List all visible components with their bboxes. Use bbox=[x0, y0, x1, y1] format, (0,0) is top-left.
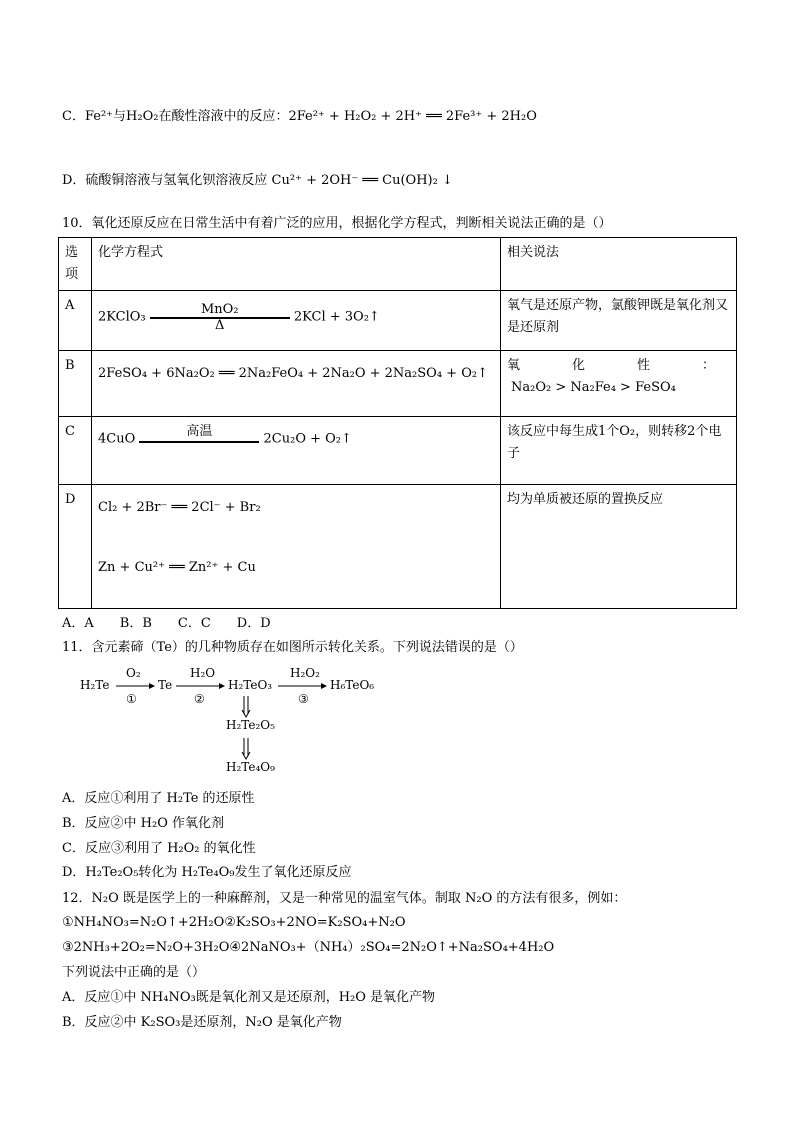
arrow-4-head bbox=[242, 710, 250, 717]
node-h6teo6: H₆TeO₆ bbox=[330, 678, 375, 692]
step-1: ① bbox=[126, 692, 137, 706]
q10-table bbox=[58, 237, 737, 609]
eq-product: 2KCl + 3O₂↑ bbox=[293, 309, 380, 325]
q11-stem: 11．含元素碲（Te）的几种物质存在如图所示转化关系。下列说法错误的是（） bbox=[62, 640, 523, 655]
node-h2teo3: H₂TeO₃ bbox=[228, 678, 273, 692]
row-note: 该反应中每生成1个O₂，则转移2个电子 bbox=[501, 417, 737, 485]
row-label: C bbox=[59, 417, 92, 485]
row-note: 氧气是还原产物，氯酸钾既是氧化剂又是还原剂 bbox=[501, 291, 737, 351]
node-te: Te bbox=[158, 678, 173, 692]
eq-product: 2Cu₂O + O₂↑ bbox=[263, 431, 352, 447]
step-2: ② bbox=[194, 692, 205, 706]
q12-prompt: 下列说法中正确的是（） bbox=[62, 965, 206, 980]
q10-stem: 10．氧化还原反应在日常生活中有着广泛的应用，根据化学方程式，判断相关说法正确的是（） bbox=[62, 216, 612, 231]
equation-1: Cl₂ + 2Br⁻ ══ 2Cl⁻ + Br₂ bbox=[98, 500, 261, 515]
row-equation bbox=[92, 291, 501, 351]
row-label: A bbox=[59, 291, 92, 351]
q12-stem: 12．N₂O 既是医学上的一种麻醉剂，又是一种常见的温室气体。制取 N₂O 的方法有很多，例如： bbox=[62, 891, 627, 906]
header-option: 选项 bbox=[59, 238, 92, 291]
step-3: ③ bbox=[298, 692, 309, 706]
table-row bbox=[59, 291, 737, 351]
note-line-2: Na₂O₂ > Na₂Fe₄ > FeSO₄ bbox=[511, 380, 676, 395]
reagent-h2o2: H₂O₂ bbox=[290, 666, 320, 680]
catalyst-label: MnO₂ bbox=[200, 302, 239, 317]
arrow-5-head bbox=[242, 752, 250, 759]
table-row bbox=[59, 417, 737, 485]
heat-label: Δ bbox=[215, 318, 225, 333]
row-note bbox=[501, 351, 737, 417]
row-label: D bbox=[59, 485, 92, 609]
header-equation: 化学方程式 bbox=[92, 238, 501, 291]
q11-option-b: B．反应②中 H₂O 作氧化剂 bbox=[62, 816, 225, 831]
node-h2te2o5: H₂Te₂O₅ bbox=[226, 718, 275, 732]
node-h2te: H₂Te bbox=[80, 678, 110, 692]
header-notes: 相关说法 bbox=[501, 238, 737, 291]
reagent-o2: O₂ bbox=[126, 666, 141, 680]
row-equation bbox=[92, 417, 501, 485]
q9-option-d: D．硫酸铜溶液与氢氧化钡溶液反应 Cu²⁺ + 2OH⁻ ══ Cu(OH)₂ ↓ bbox=[62, 173, 453, 188]
eq-reactant: 4CuO bbox=[98, 431, 136, 447]
q12-option-b: B．反应②中 K₂SO₃是还原剂，N₂O 是氧化产物 bbox=[62, 1015, 342, 1030]
q9-option-c: C．Fe²⁺与H₂O₂在酸性溶液中的反应：2Fe²⁺ + H₂O₂ + 2H⁺ ══ 2Fe³⁺ + 2H₂O bbox=[62, 109, 537, 124]
equation-2: Zn + Cu²⁺ ══ Zn²⁺ + Cu bbox=[98, 560, 256, 575]
q11-option-c: C．反应③利用了 H₂O₂ 的氧化性 bbox=[62, 841, 256, 856]
eq-condition bbox=[139, 424, 259, 451]
q12-option-a: A．反应①中 NH₄NO₃既是氧化剂又是还原剂，H₂O 是氧化产物 bbox=[62, 990, 436, 1005]
q12-equations-1-2: ①NH₄NO₃=N₂O↑+2H₂O②K₂SO₃+2NO=K₂SO₄+N₂O bbox=[62, 915, 406, 930]
q10-choices: A．A B．B C．C D．D bbox=[62, 616, 271, 631]
note-line-1: 氧 化 性 ： bbox=[507, 358, 716, 373]
equation-text: 2FeSO₄ + 6Na₂O₂ ══ 2Na₂FeO₄ + 2Na₂O + 2Na₂SO₄ + O₂↑ bbox=[98, 366, 488, 381]
row-label: B bbox=[59, 351, 92, 417]
diagram-arrows bbox=[80, 668, 400, 780]
tellurium-diagram bbox=[80, 668, 400, 780]
condition-label: 高温 bbox=[186, 424, 213, 439]
eq-reactant: 2KClO₃ bbox=[98, 309, 146, 325]
reagent-h2o: H₂O bbox=[190, 666, 216, 680]
q11-option-a: A．反应①利用了 H₂Te 的还原性 bbox=[62, 791, 255, 806]
row-note: 均为单质被还原的置换反应 bbox=[501, 485, 737, 609]
node-h2te4o9: H₂Te₄O₉ bbox=[226, 760, 275, 774]
eq-sign bbox=[139, 441, 259, 445]
eq-condition bbox=[150, 299, 290, 335]
table-header-row bbox=[59, 238, 737, 291]
q12-equations-3-4: ③2NH₃+2O₂=N₂O+3H₂O④2NaNO₃+（NH₄）₂SO₄=2N₂O↑+Na₂SO₄+4H₂O bbox=[62, 940, 555, 955]
table-row bbox=[59, 485, 737, 609]
q11-option-d: D．H₂Te₂O₅转化为 H₂Te₄O₉发生了氧化还原反应 bbox=[62, 865, 352, 880]
row-equation bbox=[92, 485, 501, 609]
table-row bbox=[59, 351, 737, 417]
row-equation bbox=[92, 351, 501, 417]
